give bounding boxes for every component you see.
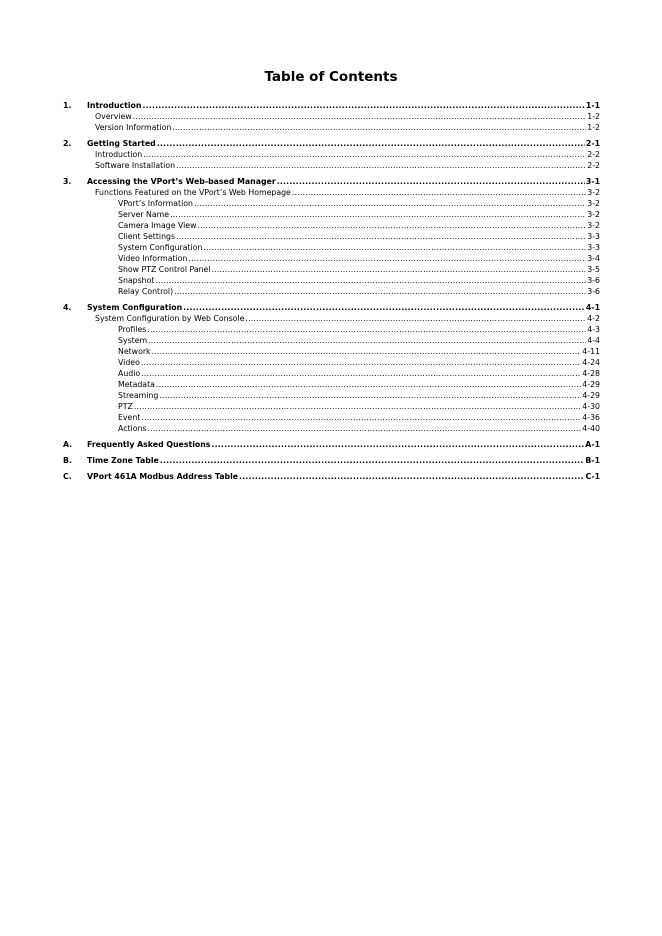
toc-entry-title: System Configuration by Web Console bbox=[95, 314, 245, 323]
toc-entry-page: 3-3 bbox=[587, 243, 600, 252]
toc-entry-title: Video Information bbox=[118, 254, 188, 263]
toc-entry-title: Getting Started bbox=[87, 139, 156, 148]
toc-entry-title: Server Name bbox=[118, 210, 170, 219]
toc-chapter-entry[interactable] bbox=[63, 302, 600, 313]
toc-section-entry[interactable] bbox=[63, 379, 600, 390]
toc-entry-title: Frequently Asked Questions bbox=[87, 440, 211, 449]
toc-entry-page: 2-1 bbox=[585, 139, 600, 148]
toc-entry-title: PTZ bbox=[118, 402, 133, 411]
table-of-contents bbox=[63, 100, 600, 482]
toc-section-entry[interactable] bbox=[63, 412, 600, 423]
toc-section-entry[interactable] bbox=[63, 209, 600, 220]
toc-section-entry[interactable] bbox=[63, 242, 600, 253]
toc-dot-leader bbox=[133, 111, 587, 122]
toc-entry-title: Snapshot bbox=[118, 276, 155, 285]
toc-dot-leader bbox=[174, 286, 586, 297]
toc-dot-leader bbox=[194, 198, 586, 209]
toc-dot-leader bbox=[176, 160, 586, 171]
toc-section-entry[interactable] bbox=[63, 275, 600, 286]
toc-entry-number: A. bbox=[63, 440, 73, 449]
toc-dot-leader bbox=[292, 187, 586, 198]
toc-entry-title: Accessing the VPort’s Web-based Manager bbox=[87, 177, 276, 186]
toc-section-entry[interactable] bbox=[63, 149, 600, 160]
toc-entry-page: 3-2 bbox=[587, 210, 600, 219]
toc-entry-title: Introduction bbox=[87, 101, 142, 110]
toc-dot-leader bbox=[172, 122, 586, 133]
toc-entry-page: 4-28 bbox=[582, 369, 600, 378]
toc-entry-title: Video bbox=[118, 358, 140, 367]
toc-entry-page: 4-29 bbox=[582, 391, 600, 400]
toc-entry-page: 3-2 bbox=[587, 199, 600, 208]
toc-dot-leader bbox=[203, 242, 586, 253]
toc-section-entry[interactable] bbox=[63, 335, 600, 346]
toc-entry-title: Introduction bbox=[95, 150, 143, 159]
toc-entry-title: Profiles bbox=[118, 325, 147, 334]
toc-section-entry[interactable] bbox=[63, 253, 600, 264]
toc-entry-title: Show PTZ Control Panel bbox=[118, 265, 211, 274]
toc-chapter-entry[interactable] bbox=[63, 176, 600, 187]
toc-entry-page: 4-40 bbox=[582, 424, 600, 433]
toc-entry-page: 3-6 bbox=[587, 276, 600, 285]
toc-dot-leader bbox=[147, 324, 586, 335]
toc-dot-leader bbox=[176, 231, 586, 242]
toc-section-entry[interactable] bbox=[63, 187, 600, 198]
toc-dot-leader bbox=[159, 390, 581, 401]
toc-entry-title: System bbox=[118, 336, 148, 345]
toc-entry-page: 4-11 bbox=[582, 347, 600, 356]
toc-dot-leader bbox=[239, 471, 584, 482]
toc-dot-leader bbox=[212, 264, 587, 275]
toc-section-entry[interactable] bbox=[63, 220, 600, 231]
toc-chapter-entry[interactable] bbox=[63, 439, 600, 450]
toc-entry-title: Overview bbox=[95, 112, 132, 121]
toc-entry-page: 3-2 bbox=[587, 188, 600, 197]
toc-dot-leader bbox=[134, 401, 581, 412]
toc-dot-leader bbox=[160, 455, 585, 466]
toc-dot-leader bbox=[142, 100, 584, 111]
toc-entry-page: 4-36 bbox=[582, 413, 600, 422]
toc-entry-page: 1-1 bbox=[585, 101, 600, 110]
toc-entry-page: 4-24 bbox=[582, 358, 600, 367]
toc-entry-page: B-1 bbox=[585, 456, 600, 465]
toc-entry-page: 4-29 bbox=[582, 380, 600, 389]
toc-entry-title: Software Installation bbox=[95, 161, 176, 170]
toc-section-entry[interactable] bbox=[63, 423, 600, 434]
toc-entry-title: Audio bbox=[118, 369, 141, 378]
toc-chapter-entry[interactable] bbox=[63, 471, 600, 482]
toc-section-entry[interactable] bbox=[63, 313, 600, 324]
toc-dot-leader bbox=[188, 253, 586, 264]
toc-entry-number: C. bbox=[63, 472, 72, 481]
toc-dot-leader bbox=[197, 220, 586, 231]
toc-entry-page: 3-4 bbox=[587, 254, 600, 263]
toc-entry-page: 3-3 bbox=[587, 232, 600, 241]
toc-entry-title: Network bbox=[118, 347, 151, 356]
toc-entry-page: 4-1 bbox=[585, 303, 600, 312]
toc-section-entry[interactable] bbox=[63, 231, 600, 242]
toc-dot-leader bbox=[148, 335, 586, 346]
toc-dot-leader bbox=[141, 357, 581, 368]
toc-entry-number: 1. bbox=[63, 101, 72, 110]
toc-entry-title: Metadata bbox=[118, 380, 155, 389]
toc-section-entry[interactable] bbox=[63, 198, 600, 209]
toc-entry-number: 3. bbox=[63, 177, 72, 186]
toc-chapter-entry[interactable] bbox=[63, 100, 600, 111]
toc-dot-leader bbox=[170, 209, 586, 220]
toc-entry-page: 3-6 bbox=[587, 287, 600, 296]
toc-entry-page: 4-3 bbox=[587, 325, 600, 334]
toc-entry-title: Functions Featured on the VPort’s Web Homepage bbox=[95, 188, 291, 197]
toc-entry-title: Time Zone Table bbox=[87, 456, 159, 465]
toc-section-entry[interactable] bbox=[63, 286, 600, 297]
toc-entry-title: VPort 461A Modbus Address Table bbox=[87, 472, 239, 481]
toc-entry-page: 2-2 bbox=[587, 150, 600, 159]
toc-entry-number: B. bbox=[63, 456, 72, 465]
toc-entry-number: 2. bbox=[63, 139, 72, 148]
toc-entry-title: VPort’s Information bbox=[118, 199, 193, 208]
toc-section-entry[interactable] bbox=[63, 160, 600, 171]
toc-entry-title: Version Information bbox=[95, 123, 172, 132]
toc-dot-leader bbox=[147, 423, 581, 434]
toc-entry-title: System Configuration bbox=[87, 303, 183, 312]
toc-section-entry[interactable] bbox=[63, 111, 600, 122]
toc-entry-title: Streaming bbox=[118, 391, 159, 400]
toc-entry-title: Event bbox=[118, 413, 141, 422]
toc-dot-leader bbox=[143, 149, 586, 160]
toc-dot-leader bbox=[183, 302, 585, 313]
toc-section-entry[interactable] bbox=[63, 264, 600, 275]
toc-entry-page: 2-2 bbox=[587, 161, 600, 170]
toc-entry-page: 3-5 bbox=[587, 265, 600, 274]
toc-section-entry[interactable] bbox=[63, 390, 600, 401]
toc-entry-page: C-1 bbox=[585, 472, 600, 481]
toc-entry-title: Camera Image View bbox=[118, 221, 197, 230]
toc-dot-leader bbox=[152, 346, 582, 357]
toc-section-entry[interactable] bbox=[63, 324, 600, 335]
toc-section-entry[interactable] bbox=[63, 357, 600, 368]
toc-dot-leader bbox=[141, 412, 581, 423]
toc-section-entry[interactable] bbox=[63, 346, 600, 357]
toc-entry-title: Client Settings bbox=[118, 232, 176, 241]
toc-section-entry[interactable] bbox=[63, 401, 600, 412]
toc-entry-title: Actions bbox=[118, 424, 147, 433]
toc-dot-leader bbox=[141, 368, 581, 379]
toc-entry-page: 4-4 bbox=[587, 336, 600, 345]
toc-chapter-entry[interactable] bbox=[63, 455, 600, 466]
toc-section-entry[interactable] bbox=[63, 122, 600, 133]
toc-entry-number: 4. bbox=[63, 303, 72, 312]
toc-entry-page: 3-2 bbox=[587, 221, 600, 230]
toc-dot-leader bbox=[245, 313, 586, 324]
page-title: Table of Contents bbox=[264, 69, 398, 85]
toc-dot-leader bbox=[277, 176, 585, 187]
toc-entry-page: 4-30 bbox=[582, 402, 600, 411]
toc-entry-title: Relay Control) bbox=[118, 287, 174, 296]
toc-entry-page: 4-2 bbox=[587, 314, 600, 323]
toc-entry-page: 1-2 bbox=[587, 123, 600, 132]
toc-entry-page: A-1 bbox=[585, 440, 600, 449]
toc-entry-page: 3-1 bbox=[585, 177, 600, 186]
toc-dot-leader bbox=[155, 275, 586, 286]
toc-chapter-entry[interactable] bbox=[63, 138, 600, 149]
toc-dot-leader bbox=[156, 379, 581, 390]
toc-section-entry[interactable] bbox=[63, 368, 600, 379]
toc-dot-leader bbox=[157, 138, 585, 149]
toc-dot-leader bbox=[211, 439, 584, 450]
toc-entry-page: 1-2 bbox=[587, 112, 600, 121]
toc-entry-title: System Configuration bbox=[118, 243, 203, 252]
